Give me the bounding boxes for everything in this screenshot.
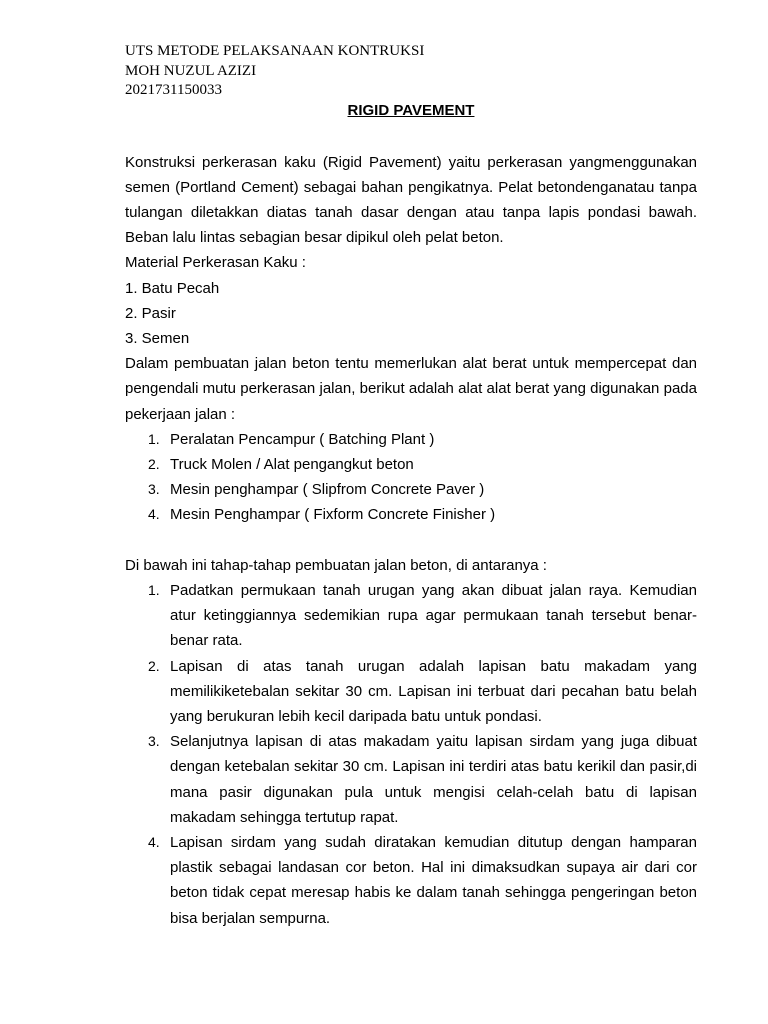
list-number: 4.: [148, 833, 160, 850]
equipment-list: [125, 427, 697, 528]
list-item-text: Mesin penghampar ( Slipfrom Concrete Paver ): [170, 481, 485, 499]
list-number: 3.: [148, 481, 160, 498]
list-number: 4.: [148, 506, 160, 523]
equipment-paragraph: Dalam pembuatan jalan beton tentu memerlukan alat berat untuk mempercepat dan pengendali mutu perkerasan jalan, berikut adalah alat alat berat yang digunakan pada pekerjaan jalan :: [125, 355, 697, 423]
step-item: [125, 654, 697, 730]
list-item-text: Mesin Penghampar ( Fixform Concrete Finisher ): [170, 506, 496, 524]
material-item: 2. Pasir: [125, 304, 176, 322]
student-name: MOH NUZUL AZIZI: [125, 62, 257, 79]
list-number: 2.: [148, 657, 160, 674]
list-number: 3.: [148, 733, 160, 750]
document-title: RIGID PAVEMENT: [347, 102, 475, 119]
list-item-text: Lapisan sirdam yang sudah diratakan kemudian ditutup dengan hamparan plastik sebagai landasan cor beton. Hal ini dimaksudkan supaya air dari cor beton tidak cepat meresap habis ke dalam tanah sehingga pengeringan beton bisa berjalan sempurna.: [170, 833, 697, 927]
list-number: 1.: [148, 581, 160, 598]
steps-heading: Di bawah ini tahap-tahap pembuatan jalan beton, di antaranya :: [125, 556, 547, 574]
list-item-text: Peralatan Pencampur ( Batching Plant ): [170, 430, 435, 448]
list-item-text: Lapisan di atas tanah urugan adalah lapisan batu makadam yang memilikiketebalan sekitar 30 cm. Lapisan ini terbuat dari pecahan batu belah yang berukuran lebih kecil daripada batu untuk pondasi.: [170, 657, 697, 725]
list-number: 1.: [148, 430, 160, 447]
material-heading: Material Perkerasan Kaku :: [125, 254, 306, 272]
list-item-text: Padatkan permukaan tanah urugan yang akan dibuat jalan raya. Kemudian atur ketinggiannya sedemikian rupa agar permukaan tanah tersebut benar-benar rata.: [170, 581, 697, 650]
step-item: [125, 729, 697, 830]
intro-paragraph: Konstruksi perkerasan kaku (Rigid Pavement) yaitu perkerasan yangmenggunakan semen (Portland Cement) sebagai bahan pengikatnya. Pelat betondenganatau tanpa tulangan diletakkan diatas tanah dasar dengan atau tanpa lapis pondasi bawah. Beban lalu lintas sebagian besar dipikul oleh pelat beton.: [125, 153, 697, 247]
student-id: 2021731150033: [125, 82, 222, 98]
paragraph-spacer: [125, 528, 697, 553]
equipment-item: [125, 452, 697, 477]
document-body: [125, 150, 697, 931]
document-header: [125, 42, 424, 101]
list-item-text: Truck Molen / Alat pengangkut beton: [170, 455, 414, 473]
list-number: 2.: [148, 455, 160, 472]
exam-title: UTS METODE PELAKSANAAN KONTRUKSI: [125, 43, 425, 59]
equipment-item: [125, 477, 697, 502]
steps-list: [125, 578, 697, 931]
step-item: [125, 830, 697, 931]
material-item: 3. Semen: [125, 329, 190, 347]
step-item: [125, 578, 697, 654]
list-item-text: Selanjutnya lapisan di atas makadam yaitu lapisan sirdam yang juga dibuat dengan ketebalan sekitar 30 cm. Lapisan ini terdiri atas batu kerikil dan pasir,di mana pasir digunakan pula untuk mengisi celah-celah batu di lapisan makadam sehingga tertutup rapat.: [170, 733, 697, 826]
equipment-item: [125, 427, 697, 452]
material-item: 1. Batu Pecah: [125, 279, 220, 297]
equipment-item: [125, 502, 697, 527]
